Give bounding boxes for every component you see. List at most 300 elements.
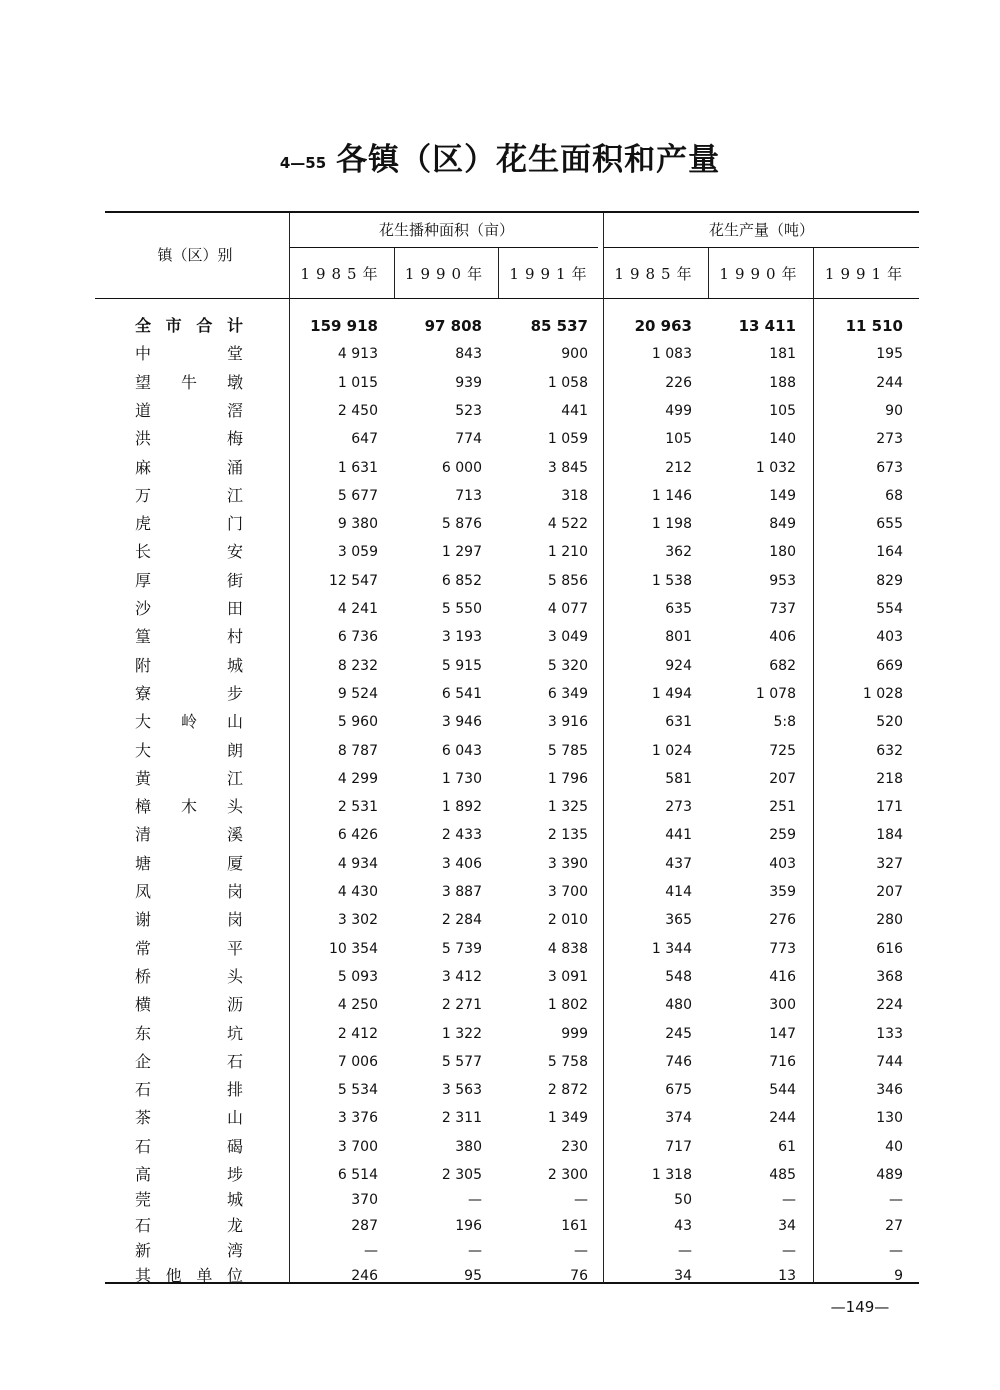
region-name — [135, 341, 243, 367]
region-name — [135, 483, 243, 509]
value-cell: 3 049 — [547, 629, 588, 646]
table-row — [0, 851, 1000, 877]
value-cell: 2 433 — [441, 827, 482, 844]
value-cell: 939 — [455, 374, 482, 391]
region-name — [135, 851, 243, 877]
region-name-char: 黄 — [135, 768, 152, 788]
value-cell: 635 — [665, 601, 692, 617]
region-name-char: 篁 — [135, 627, 152, 647]
value-cell: 829 — [876, 572, 903, 589]
value-cell: — — [364, 1242, 378, 1259]
value-cell: 631 — [665, 714, 692, 731]
region-name-char: 堂 — [226, 344, 243, 364]
region-name-char: 新 — [135, 1240, 152, 1260]
value-cell: 380 — [455, 1138, 482, 1155]
value-cell: 90 — [885, 402, 903, 419]
value-cell: 2 450 — [337, 402, 378, 419]
year-header: 1991年 — [509, 265, 593, 283]
table-row — [0, 426, 1000, 452]
value-cell: 246 — [351, 1268, 378, 1285]
value-cell: 11 510 — [845, 317, 903, 335]
region-name — [135, 511, 243, 537]
value-cell: 85 537 — [530, 317, 588, 335]
year-header: 1985年 — [300, 265, 384, 283]
region-name-char: 埗 — [226, 1165, 243, 1184]
table-row — [0, 709, 1000, 735]
region-name — [135, 1021, 243, 1047]
value-cell: 5 915 — [441, 657, 482, 674]
table-row — [0, 1187, 1000, 1213]
value-cell: 3 700 — [547, 884, 588, 900]
value-cell: 441 — [561, 402, 588, 419]
value-cell: 212 — [665, 459, 692, 476]
value-cell: 4 430 — [337, 884, 378, 900]
value-cell: 5 739 — [441, 940, 482, 957]
table-row — [0, 936, 1000, 962]
value-cell: 95 — [464, 1268, 482, 1285]
region-name-char: 清 — [135, 825, 152, 845]
value-cell: 5 550 — [441, 601, 482, 617]
value-cell: 2 284 — [441, 912, 482, 929]
region-name-char: 城 — [226, 655, 243, 675]
value-cell: 5 876 — [441, 516, 482, 533]
table-row — [0, 483, 1000, 509]
value-cell: 437 — [665, 855, 692, 872]
region-name-char: 牛 — [180, 372, 197, 392]
value-cell: 647 — [351, 431, 378, 448]
region-name-char: 全 — [135, 316, 152, 335]
value-cell: 5 320 — [547, 657, 588, 674]
value-cell: 2 305 — [441, 1167, 482, 1183]
region-name-char: 麻 — [135, 457, 152, 477]
year-header: 1990年 — [719, 265, 803, 283]
value-cell: 414 — [665, 884, 692, 900]
value-cell: 403 — [769, 855, 796, 872]
table-row — [0, 822, 1000, 848]
value-cell: 1 146 — [651, 487, 692, 504]
value-cell: 365 — [665, 912, 692, 929]
region-name — [135, 568, 243, 594]
value-cell: — — [574, 1192, 588, 1209]
value-cell: 3 406 — [441, 855, 482, 872]
table-row — [0, 1134, 1000, 1160]
region-name-char: 安 — [226, 542, 243, 562]
value-cell: 655 — [876, 516, 903, 533]
table-row — [0, 766, 1000, 792]
value-cell: 682 — [769, 657, 796, 674]
region-name — [135, 879, 243, 905]
region-name — [135, 1049, 243, 1075]
region-name — [135, 709, 243, 735]
value-cell: 97 808 — [424, 317, 482, 335]
region-name-char: 桥 — [135, 966, 152, 986]
region-name — [135, 964, 243, 990]
region-name — [135, 907, 243, 933]
region-name-char: 望 — [135, 372, 152, 392]
value-cell: 1 028 — [862, 685, 903, 702]
value-cell: 327 — [876, 855, 903, 872]
region-name-char: 龙 — [226, 1215, 243, 1235]
region-name-char: 山 — [226, 712, 243, 732]
value-cell: 1 538 — [651, 572, 692, 589]
region-name — [135, 313, 243, 339]
region-name-char: 长 — [135, 542, 152, 562]
value-cell: 6 541 — [441, 685, 482, 702]
value-cell: 346 — [876, 1082, 903, 1099]
value-cell: 244 — [876, 374, 903, 391]
table-row — [0, 1105, 1000, 1131]
region-name-char: 洪 — [135, 429, 152, 449]
value-cell: 2 872 — [547, 1082, 588, 1099]
value-cell: 717 — [665, 1138, 692, 1155]
region-name-char: 常 — [135, 938, 152, 958]
table-row — [0, 1238, 1000, 1264]
value-cell: 6 852 — [441, 572, 482, 589]
value-cell: 744 — [876, 1053, 903, 1070]
table-row — [0, 1263, 1000, 1289]
region-name-char: 头 — [226, 797, 243, 817]
value-cell: 207 — [876, 884, 903, 900]
value-cell: 4 241 — [337, 601, 378, 617]
value-cell: 1 032 — [755, 459, 796, 476]
value-cell: 6 043 — [441, 742, 482, 759]
value-cell: — — [889, 1242, 903, 1259]
value-cell: 801 — [665, 629, 692, 646]
region-name-char: 江 — [226, 768, 243, 788]
value-cell: 184 — [876, 827, 903, 844]
value-cell: 1 297 — [441, 544, 482, 561]
value-cell: 1 322 — [441, 1025, 482, 1042]
value-cell: 273 — [876, 431, 903, 448]
value-cell: 3 916 — [547, 714, 588, 731]
value-cell: 273 — [665, 799, 692, 816]
value-cell: 3 700 — [337, 1138, 378, 1155]
table-row — [0, 1162, 1000, 1188]
region-name — [135, 1134, 243, 1160]
value-cell: 195 — [876, 346, 903, 363]
value-cell: 226 — [665, 374, 692, 391]
region-name-char: 岗 — [226, 882, 243, 901]
value-cell: 40 — [885, 1138, 903, 1155]
value-cell: 1 349 — [547, 1110, 588, 1127]
region-name-char: 村 — [226, 627, 243, 647]
value-cell: 581 — [665, 770, 692, 787]
region-name-char: 大 — [135, 740, 152, 760]
value-cell: 105 — [769, 402, 796, 419]
value-cell: 3 302 — [337, 912, 378, 929]
table-row — [0, 370, 1000, 396]
region-name-char: 山 — [226, 1108, 243, 1128]
region-name-char: 其 — [135, 1266, 152, 1286]
table-number: 4—55 — [279, 154, 327, 172]
year-header: 1990年 — [404, 265, 489, 283]
year-header: 1991年 — [824, 265, 909, 283]
value-cell: 259 — [769, 827, 796, 844]
value-cell: 441 — [665, 827, 692, 844]
value-cell: 1 796 — [547, 770, 588, 787]
value-cell: 224 — [876, 997, 903, 1014]
region-name-char: 墩 — [226, 372, 243, 392]
value-cell: 520 — [876, 714, 903, 731]
value-cell: 149 — [769, 487, 796, 504]
value-cell: 3 376 — [337, 1110, 378, 1127]
region-name — [135, 455, 243, 481]
value-cell: 1 015 — [337, 374, 378, 391]
table-row — [0, 455, 1000, 481]
value-cell: 406 — [769, 629, 796, 646]
value-cell: 900 — [561, 346, 588, 363]
value-cell: 6 000 — [441, 459, 482, 476]
table-row — [0, 341, 1000, 367]
table-row — [0, 1021, 1000, 1047]
value-cell: 1 083 — [651, 346, 692, 363]
value-cell: 544 — [769, 1082, 796, 1099]
value-cell: 2 135 — [547, 827, 588, 844]
region-name-char: 岭 — [180, 712, 197, 732]
value-cell: 725 — [769, 742, 796, 759]
region-name-char: 高 — [135, 1165, 152, 1184]
value-cell: 3 059 — [337, 544, 378, 561]
region-name-char: 茶 — [135, 1108, 152, 1128]
region-name-char: 单 — [196, 1266, 213, 1286]
value-cell: 999 — [561, 1025, 588, 1042]
value-cell: 13 411 — [738, 317, 796, 335]
value-cell: 3 390 — [547, 855, 588, 872]
value-cell: 2 412 — [337, 1025, 378, 1042]
value-cell: 554 — [876, 601, 903, 617]
region-name — [135, 1238, 243, 1264]
value-cell: 2 300 — [547, 1167, 588, 1183]
region-name-char: 石 — [135, 1080, 152, 1100]
table-row — [0, 794, 1000, 820]
value-cell: 180 — [769, 544, 796, 561]
value-cell: 370 — [351, 1192, 378, 1209]
value-cell: 1 078 — [755, 685, 796, 702]
region-name-char: 石 — [135, 1215, 152, 1235]
value-cell: 1 494 — [651, 685, 692, 702]
table-row — [0, 738, 1000, 764]
value-cell: 13 — [778, 1268, 796, 1285]
value-cell: 147 — [769, 1025, 796, 1042]
value-cell: 6 426 — [337, 827, 378, 844]
value-cell: 34 — [674, 1268, 692, 1285]
group-area-underline — [290, 247, 598, 248]
value-cell: 318 — [561, 487, 588, 504]
value-cell: 140 — [769, 431, 796, 448]
region-name-char: 虎 — [135, 514, 152, 534]
value-cell: 133 — [876, 1025, 903, 1042]
region-name — [135, 1213, 243, 1239]
region-name — [135, 370, 243, 396]
region-name-char: 横 — [135, 995, 152, 1015]
region-name-char: 石 — [226, 1051, 243, 1071]
value-cell: 773 — [769, 940, 796, 957]
region-name-char: 街 — [226, 570, 243, 590]
value-cell: 1 318 — [651, 1167, 692, 1183]
region-name — [135, 1187, 243, 1213]
region-name-char: 塘 — [135, 853, 152, 873]
value-cell: 130 — [876, 1110, 903, 1127]
value-cell: 34 — [778, 1217, 796, 1234]
region-name-char: 门 — [226, 514, 243, 534]
value-cell: 4 838 — [547, 940, 588, 957]
value-cell: 6 349 — [547, 685, 588, 702]
region-name — [135, 596, 243, 622]
region-name — [135, 738, 243, 764]
value-cell: 181 — [769, 346, 796, 363]
value-cell: 1 325 — [547, 799, 588, 816]
value-cell: 374 — [665, 1110, 692, 1127]
value-cell: 218 — [876, 770, 903, 787]
value-cell: 4 250 — [337, 997, 378, 1014]
value-cell: 673 — [876, 459, 903, 476]
value-cell: 1 024 — [651, 742, 692, 759]
value-cell: 5 677 — [337, 487, 378, 504]
value-cell: 4 522 — [547, 516, 588, 533]
value-cell: 68 — [885, 487, 903, 504]
value-cell: 713 — [455, 487, 482, 504]
value-cell: 8 232 — [337, 657, 378, 674]
table-row — [0, 568, 1000, 594]
region-name — [135, 624, 243, 650]
row-label-header: 镇（区）别 — [157, 246, 233, 264]
value-cell: 10 354 — [329, 940, 378, 957]
region-name — [135, 936, 243, 962]
table-title-text: 各镇（区）花生面积和产量 — [336, 142, 721, 178]
value-cell: 5 856 — [547, 572, 588, 589]
value-cell: 1 631 — [337, 459, 378, 476]
value-cell: 403 — [876, 629, 903, 646]
region-name-char: 寮 — [135, 683, 152, 703]
region-name-char: 步 — [226, 683, 243, 703]
value-cell: 5 577 — [441, 1053, 482, 1070]
region-name-char: 湾 — [226, 1240, 243, 1260]
value-cell: 359 — [769, 884, 796, 900]
value-cell: 499 — [665, 402, 692, 419]
value-cell: 6 514 — [337, 1167, 378, 1183]
table-row — [0, 1077, 1000, 1103]
region-name — [135, 653, 243, 679]
region-name-char: 市 — [165, 316, 182, 335]
value-cell: — — [468, 1242, 482, 1259]
value-cell: 1 802 — [547, 997, 588, 1014]
value-cell: 1 892 — [441, 799, 482, 816]
yield-group-header: 花生产量（吨） — [708, 221, 814, 239]
table-row — [0, 1213, 1000, 1239]
region-name-char: 涌 — [226, 457, 243, 477]
value-cell: 2 531 — [337, 799, 378, 816]
value-cell: 716 — [769, 1053, 796, 1070]
region-name-char: 排 — [226, 1080, 243, 1100]
top-rule — [105, 211, 919, 213]
value-cell: 3 412 — [441, 968, 482, 985]
value-cell: 5 758 — [547, 1053, 588, 1070]
region-name-char: 谢 — [135, 910, 152, 930]
value-cell: 50 — [674, 1192, 692, 1209]
value-cell: 61 — [778, 1138, 796, 1155]
value-cell: 9 524 — [337, 685, 378, 702]
table-row — [0, 964, 1000, 990]
region-name-char: 碣 — [226, 1136, 243, 1156]
value-cell: 616 — [876, 940, 903, 957]
table-row — [0, 539, 1000, 565]
region-name-char: 坑 — [226, 1023, 243, 1043]
value-cell: 159 918 — [310, 317, 378, 335]
value-cell: 5 534 — [337, 1082, 378, 1099]
value-cell: 6 736 — [337, 629, 378, 646]
region-name-char: 位 — [226, 1266, 243, 1286]
page-number: —149— — [830, 1298, 890, 1316]
value-cell: 8 787 — [337, 742, 378, 759]
value-cell: — — [889, 1192, 903, 1209]
value-cell: 953 — [769, 572, 796, 589]
region-name — [135, 681, 243, 707]
region-name-char: 他 — [165, 1266, 182, 1286]
table-row — [0, 624, 1000, 650]
table-row — [0, 879, 1000, 905]
value-cell: 368 — [876, 968, 903, 985]
value-cell: 287 — [351, 1217, 378, 1234]
value-cell: 280 — [876, 912, 903, 929]
region-name — [135, 992, 243, 1018]
area-group-header: 花生播种面积（亩） — [378, 221, 514, 239]
region-name-char: 凤 — [135, 882, 152, 901]
region-name — [135, 822, 243, 848]
region-name-char: 岗 — [226, 910, 243, 930]
value-cell: 416 — [769, 968, 796, 985]
value-cell: 3 946 — [441, 714, 482, 731]
value-cell: 843 — [455, 346, 482, 363]
region-name-char: 计 — [226, 316, 243, 335]
value-cell: 4 077 — [547, 601, 588, 617]
value-cell: 251 — [769, 799, 796, 816]
value-cell: 244 — [769, 1110, 796, 1127]
header-rule — [95, 298, 919, 299]
value-cell: 171 — [876, 799, 903, 816]
region-name-char: 江 — [226, 485, 243, 505]
value-cell: 746 — [665, 1053, 692, 1070]
region-name-char: 企 — [135, 1051, 152, 1071]
value-cell: 27 — [885, 1217, 903, 1234]
table-row — [0, 653, 1000, 679]
region-name — [135, 1105, 243, 1131]
value-cell: 105 — [665, 431, 692, 448]
table-row — [0, 992, 1000, 1018]
value-cell: — — [574, 1242, 588, 1259]
value-cell: 2 311 — [441, 1110, 482, 1127]
region-name-char: 头 — [226, 966, 243, 986]
value-cell: 3 563 — [441, 1082, 482, 1099]
region-name-char: 厦 — [226, 853, 243, 873]
value-cell: 12 547 — [329, 572, 378, 589]
value-cell: — — [782, 1242, 796, 1259]
value-cell: 164 — [876, 544, 903, 561]
table-row — [0, 596, 1000, 622]
value-cell: 5:8 — [773, 714, 796, 731]
region-name-char: 石 — [135, 1136, 152, 1156]
value-cell: 1 730 — [441, 770, 482, 787]
value-cell: 1 198 — [651, 516, 692, 533]
value-cell: 849 — [769, 516, 796, 533]
region-name — [135, 1162, 243, 1188]
region-name — [135, 539, 243, 565]
region-name — [135, 426, 243, 452]
value-cell: 9 380 — [337, 516, 378, 533]
region-name — [135, 1263, 243, 1289]
region-name-char: 朗 — [226, 740, 243, 760]
region-name-char: 梅 — [226, 429, 243, 449]
total-row — [0, 313, 1000, 339]
